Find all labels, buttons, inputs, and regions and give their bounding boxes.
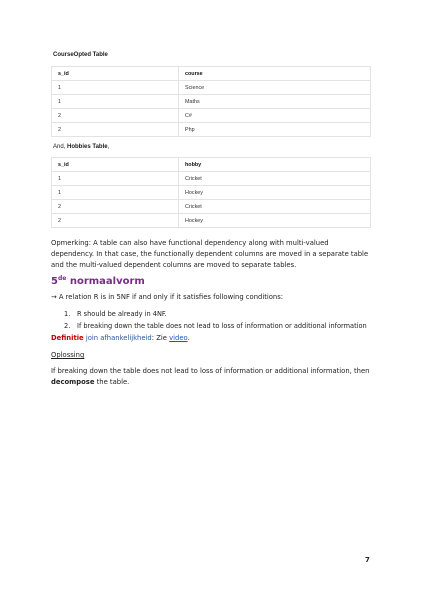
- table-cell: 2: [52, 123, 179, 137]
- table-row: [52, 109, 371, 123]
- table-cell: 2: [52, 214, 179, 228]
- table-cell: 1: [52, 95, 179, 109]
- intro-line: → A relation R is in 5NF if and only if it satisfies following conditions:: [51, 293, 284, 301]
- column-header: s_id: [52, 158, 179, 172]
- page-number: 7: [365, 556, 370, 564]
- list-item: 1. R should be already in 4NF.: [64, 310, 167, 318]
- conditions-list: [64, 308, 367, 332]
- course-opted-table: [51, 66, 371, 137]
- table-cell: Science: [179, 81, 371, 95]
- column-header: course: [179, 67, 371, 81]
- table-cell: 2: [52, 200, 179, 214]
- table-row: [52, 81, 371, 95]
- hobbies-table: [51, 157, 371, 228]
- section-heading: 5de normaalvorm: [51, 275, 145, 287]
- table-row: [52, 186, 371, 200]
- column-header: hobby: [179, 158, 371, 172]
- column-header: s_id: [52, 67, 179, 81]
- table-cell: C#: [179, 109, 371, 123]
- table-row: [52, 200, 371, 214]
- table-cell: Php: [179, 123, 371, 137]
- table-cell: Hockey: [179, 186, 371, 200]
- table-cell: Hockey: [179, 214, 371, 228]
- video-link[interactable]: video: [169, 334, 188, 342]
- table-cell: 1: [52, 81, 179, 95]
- table-row: [52, 214, 371, 228]
- solution-paragraph: If breaking down the table does not lead to loss of information or additional information, then decompose the table.: [51, 367, 370, 386]
- table-row: [52, 172, 371, 186]
- table-cell: 1: [52, 186, 179, 200]
- oplossing-heading: Oplossing: [51, 351, 85, 359]
- table-row: [52, 123, 371, 137]
- list-item: 2. If breaking down the table does not lead to loss of information or additional information: [64, 322, 367, 330]
- table-row: [52, 95, 371, 109]
- remark-paragraph: Opmerking: A table can also have functional dependency along with multi-valued dependency. In that case, the functionally dependent columns are moved in a separate table and the multi-valued dependent columns are moved to separate tables.: [51, 239, 369, 269]
- table2-caption: And, Hobbies Table,: [53, 144, 110, 150]
- table-cell: 1: [52, 172, 179, 186]
- table-cell: Cricket: [179, 200, 371, 214]
- table-header-row: [52, 158, 371, 172]
- table-header-row: [52, 67, 371, 81]
- table-cell: Cricket: [179, 172, 371, 186]
- table-cell: 2: [52, 109, 179, 123]
- table-cell: Maths: [179, 95, 371, 109]
- table1-caption: CourseOpted Table: [53, 52, 108, 58]
- definition-line: Definitie join afhankelijkheid: Zie video.: [51, 334, 190, 342]
